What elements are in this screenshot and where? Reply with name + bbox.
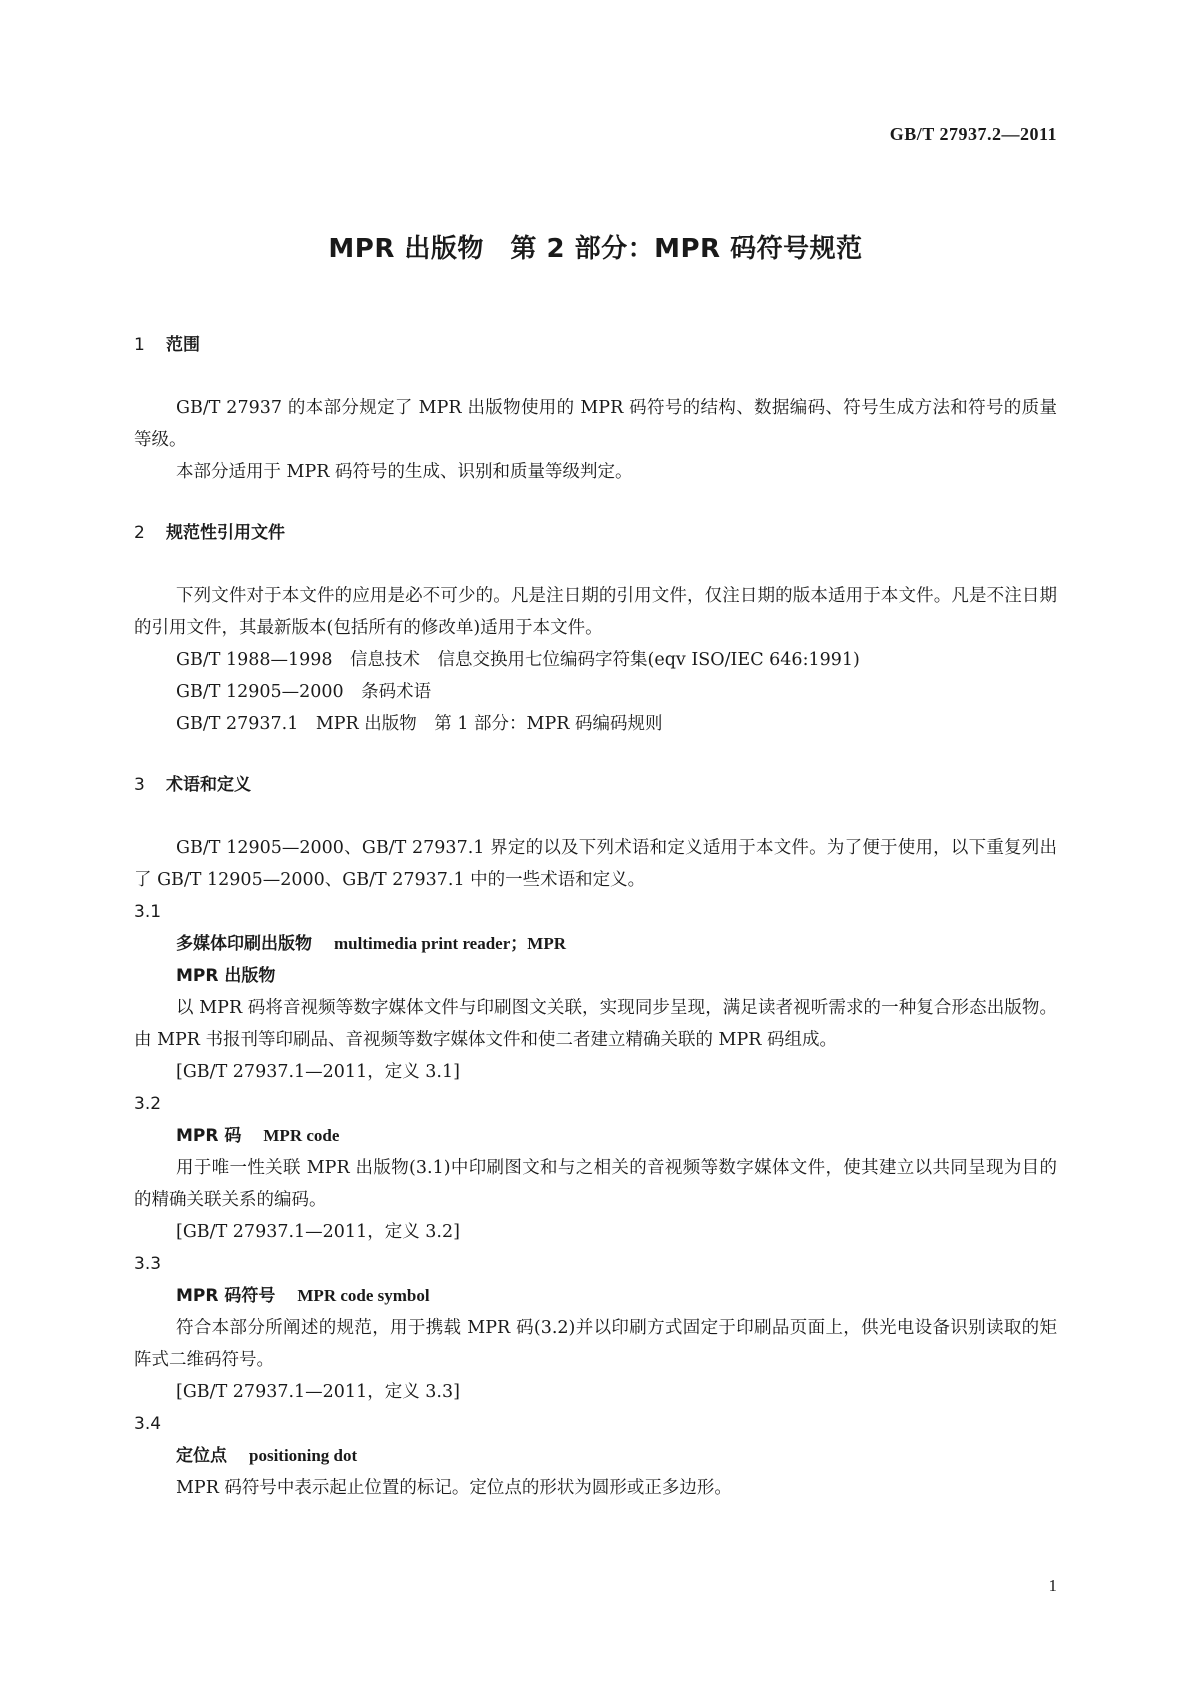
document-body — [134, 330, 1057, 1504]
term-definition: MPR 码符号中表示起止位置的标记。定位点的形状为圆形或正多边形。 — [176, 1478, 732, 1498]
section-title: 术语和定义 — [166, 775, 251, 795]
section-title: 范围 — [166, 335, 200, 355]
term-definition: 符合本部分所阐述的规范，用于携载 MPR 码(3.2)并以印刷方式固定于印刷品页面上，供光电设备识别读取的矩阵式二维码符号。 — [134, 1318, 1057, 1370]
reference-item: GB/T 1988—1998 信息技术 信息交换用七位编码字符集(eqv ISO/IEC 646:1991) — [176, 650, 860, 670]
term-entry — [134, 1440, 1057, 1472]
section-number: 1 — [134, 335, 145, 355]
term-alt: MPR 出版物 — [176, 966, 276, 986]
term-entry — [134, 1280, 1057, 1312]
clause-number: 3.2 — [134, 1094, 162, 1114]
section-title: 规范性引用文件 — [166, 523, 285, 543]
paragraph: 下列文件对于本文件的应用是必不可少的。凡是注日期的引用文件，仅注日期的版本适用于本文件。凡是不注日期的引用文件，其最新版本(包括所有的修改单)适用于本文件。 — [134, 586, 1057, 638]
term-zh: 多媒体印刷出版物 — [176, 934, 312, 954]
term-zh: 定位点 — [176, 1446, 227, 1466]
page-number: 1 — [1048, 1576, 1057, 1595]
term-en: positioning dot — [249, 1446, 358, 1465]
section-number: 2 — [134, 523, 145, 543]
term-zh: MPR 码 — [176, 1126, 242, 1146]
clause-number: 3.3 — [134, 1254, 162, 1274]
term-source: [GB/T 27937.1—2011，定义 3.3] — [176, 1382, 460, 1402]
term-definition: 以 MPR 码将音视频等数字媒体文件与印刷图文关联，实现同步呈现，满足读者视听需求的一种复合形态出版物。由 MPR 书报刊等印刷品、音视频等数字媒体文件和使二者建立精确关联的 MPR 码组成。 — [134, 998, 1057, 1050]
term-en: MPR code symbol — [297, 1286, 430, 1305]
term-source: [GB/T 27937.1—2011，定义 3.2] — [176, 1222, 460, 1242]
paragraph: GB/T 12905—2000、GB/T 27937.1 界定的以及下列术语和定义适用于本文件。为了便于使用，以下重复列出了 GB/T 12905—2000、GB/T 27937.1 中的一些术语和定义。 — [134, 838, 1057, 890]
paragraph: 本部分适用于 MPR 码符号的生成、识别和质量等级判定。 — [176, 462, 633, 482]
standard-code: GB/T 27937.2—2011 — [889, 124, 1057, 144]
term-zh: MPR 码符号 — [176, 1286, 276, 1306]
paragraph: GB/T 27937 的本部分规定了 MPR 出版物使用的 MPR 码符号的结构、数据编码、符号生成方法和符号的质量等级。 — [134, 398, 1057, 450]
clause-number: 3.1 — [134, 902, 162, 922]
section-heading-terms — [134, 770, 1057, 800]
term-entry — [134, 1120, 1057, 1152]
reference-item: GB/T 27937.1 MPR 出版物 第 1 部分：MPR 码编码规则 — [176, 714, 663, 734]
term-definition: 用于唯一性关联 MPR 出版物(3.1)中印刷图文和与之相关的音视频等数字媒体文件，使其建立以共同呈现为目的的精确关联关系的编码。 — [134, 1158, 1057, 1210]
reference-item: GB/T 12905—2000 条码术语 — [176, 682, 432, 702]
document-title: MPR 出版物 第 2 部分：MPR 码符号规范 — [328, 234, 863, 264]
term-en: multimedia print reader；MPR — [334, 934, 566, 953]
section-heading-normative-references — [134, 518, 1057, 548]
clause-number: 3.4 — [134, 1414, 162, 1434]
term-entry — [134, 928, 1057, 960]
section-heading-scope — [134, 330, 1057, 360]
term-source: [GB/T 27937.1—2011，定义 3.1] — [176, 1062, 460, 1082]
term-en: MPR code — [263, 1126, 340, 1145]
section-number: 3 — [134, 775, 145, 795]
